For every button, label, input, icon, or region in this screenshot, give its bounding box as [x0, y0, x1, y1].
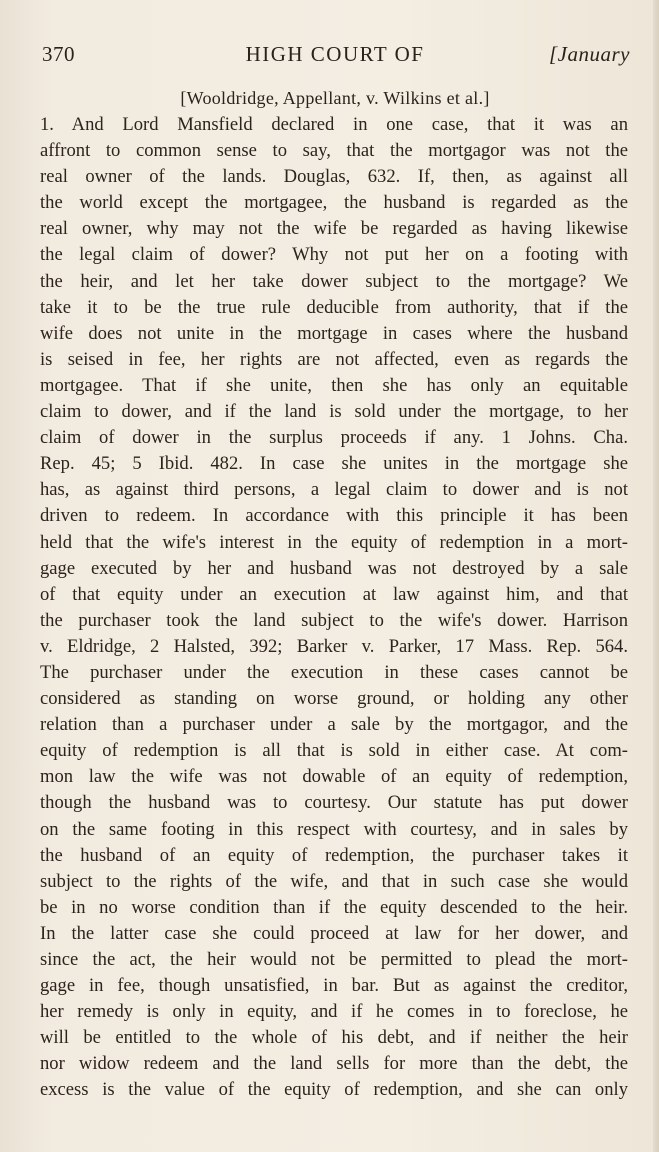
text-line: will be entitled to the whole of his debt, and if neither the heir	[40, 1027, 628, 1049]
text-line: mon law the wife was not dowable of an equity of redemption,	[40, 766, 628, 788]
text-line: gage executed by her and husband was not destroyed by a sale	[40, 557, 628, 579]
text-line: subject to the rights of the wife, and that in such case she would	[40, 870, 628, 892]
text-line: driven to redeem. In accordance with this principle it has been	[40, 505, 628, 527]
text-line: excess is the value of the equity of redemption, and she can only	[40, 1079, 628, 1101]
month-label: [January	[549, 42, 630, 66]
text-line: considered as standing on worse ground, or holding any other	[40, 688, 628, 710]
text-line: her remedy is only in equity, and if he comes in to foreclose, he	[40, 1001, 628, 1023]
text-line: 1. And Lord Mansfield declared in one case, that it was an	[40, 114, 628, 135]
text-line: has, as against third persons, a legal claim to dower and is not	[40, 479, 628, 501]
text-line: mortgagee. That if she unite, then she has only an equitable	[40, 374, 628, 396]
text-line: be in no worse condition than if the equity descended to the heir.	[40, 896, 628, 918]
text-line: of that equity under an execution at law against him, and that	[40, 583, 628, 605]
text-line: since the act, the heir would not be permitted to plead the mort-	[40, 949, 628, 970]
text-line: v. Eldridge, 2 Halsted, 392; Barker v. Parker, 17 Mass. Rep. 564.	[40, 635, 628, 657]
page-edge	[653, 0, 659, 1152]
running-head	[40, 42, 630, 72]
text-line: held that the wife's interest in the equity of redemption in a mort-	[40, 531, 628, 553]
text-line: nor widow redeem and the land sells for more than the debt, the	[40, 1053, 628, 1075]
text-line: wife does not unite in the mortgage in cases where the husband	[40, 322, 628, 344]
text-line: the purchaser took the land subject to the wife's dower. Harrison	[40, 609, 628, 631]
text-line: gage in fee, though unsatisfied, in bar. But as against the creditor,	[40, 975, 628, 997]
case-caption: [Wooldridge, Appellant, v. Wilkins et al.]	[180, 88, 490, 108]
text-line: the heir, and let her take dower subject to the mortgage? We	[40, 270, 628, 292]
text-line: the husband of an equity of redemption, the purchaser takes it	[40, 844, 628, 866]
text-line: Rep. 45; 5 Ibid. 482. In case she unites in the mortgage she	[40, 453, 628, 475]
text-line: relation than a purchaser under a sale by the mortgagor, and the	[40, 714, 628, 736]
text-line: The purchaser under the execution in these cases cannot be	[40, 661, 628, 683]
text-line: real owner of the lands. Douglas, 632. If, then, as against all	[40, 166, 628, 188]
body-text	[40, 112, 628, 1104]
text-line: take it to be the true rule deducible from authority, that if the	[40, 296, 628, 318]
text-line: the world except the mortgagee, the husband is regarded as the	[40, 192, 628, 214]
text-line: though the husband was to courtesy. Our statute has put dower	[40, 792, 628, 814]
text-line: real owner, why may not the wife be regarded as having likewise	[40, 218, 628, 240]
text-line: affront to common sense to say, that the mortgagor was not the	[40, 140, 628, 162]
text-line: equity of redemption is all that is sold in either case. At com-	[40, 740, 628, 762]
court-title: HIGH COURT OF	[245, 42, 425, 66]
text-line: claim to dower, and if the land is sold under the mortgage, to her	[40, 401, 628, 423]
text-line: the legal claim of dower? Why not put her on a footing with	[40, 244, 628, 266]
text-line: on the same footing in this respect with courtesy, and in sales by	[40, 818, 628, 840]
text-line: is seised in fee, her rights are not affected, even as regards the	[40, 348, 628, 370]
text-line: claim of dower in the surplus proceeds if any. 1 Johns. Cha.	[40, 427, 628, 449]
text-line: In the latter case she could proceed at law for her dower, and	[40, 922, 628, 944]
page-number: 370	[42, 42, 75, 66]
